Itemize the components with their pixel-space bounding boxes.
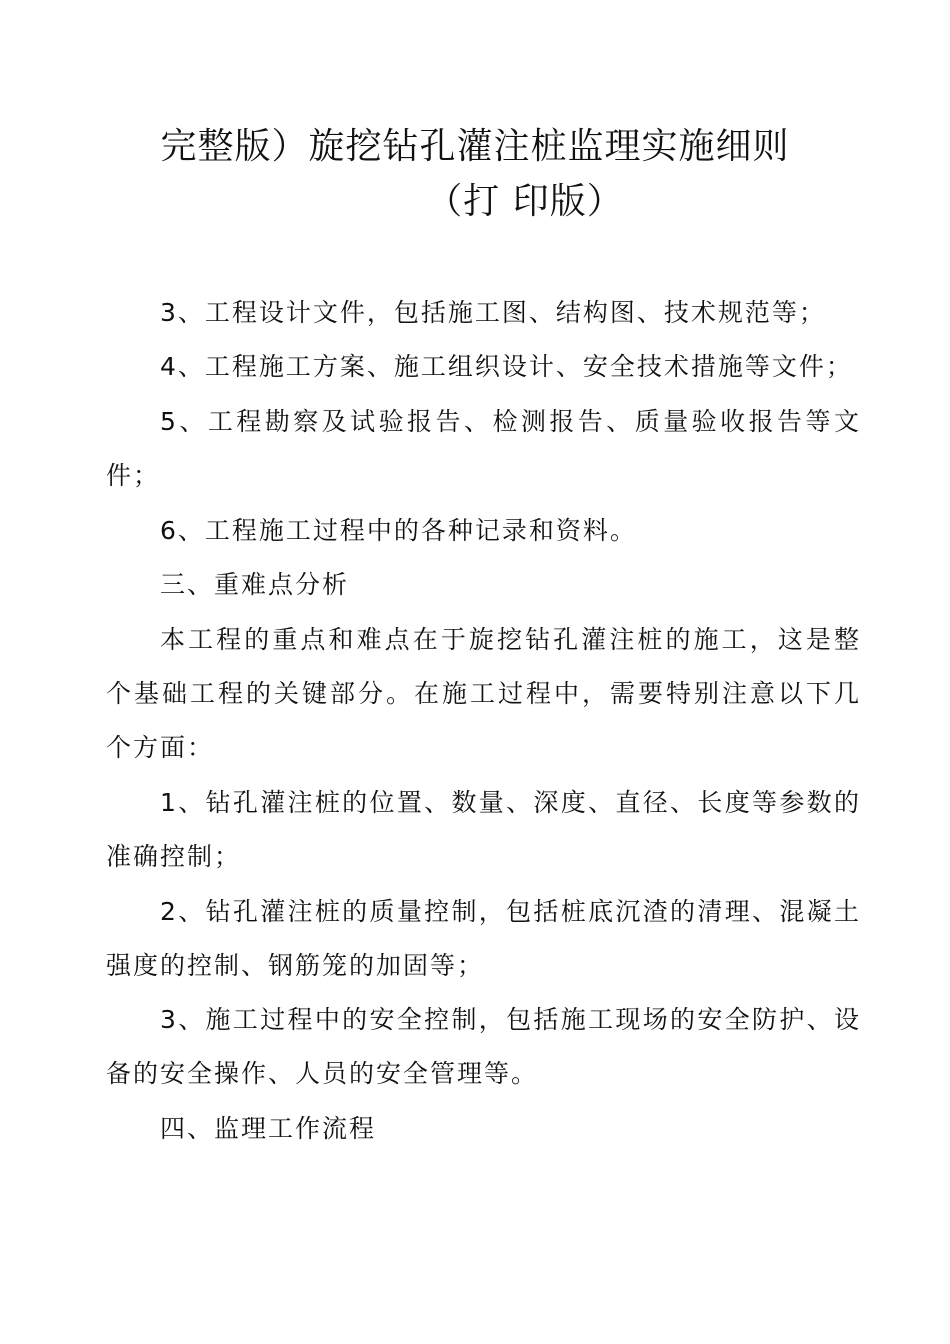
paragraph: 6、工程施工过程中的各种记录和资料。: [160, 516, 637, 545]
paragraph: 4、工程施工方案、施工组织设计、安全技术措施等文件；: [160, 352, 853, 381]
document-subtitle: （打 印版）: [426, 181, 624, 222]
paragraph: 本工程的重点和难点在于旋挖钻孔灌注桩的施工，这是整个基础工程的关键部分。在施工过程中，需要特别注意以下几个方面：: [106, 625, 861, 762]
list-item: 1、钻孔灌注桩的位置、数量、深度、直径、长度等参数的准确控制；: [106, 788, 861, 871]
list-item: 3、施工过程中的安全控制，包括施工现场的安全防护、设备的安全操作、人员的安全管理等。: [106, 1005, 861, 1088]
list-item: 2、钻孔灌注桩的质量控制，包括桩底沉渣的清理、混凝土强度的控制、钢筋笼的加固等；: [106, 897, 861, 980]
document-title: 完整版）旋挖钻孔灌注桩监理实施细则: [160, 126, 790, 167]
section-heading: 四、监理工作流程: [160, 1114, 377, 1143]
section-heading: 三、重难点分析: [160, 570, 350, 599]
paragraph: 3、工程设计文件，包括施工图、结构图、技术规范等；: [160, 298, 826, 327]
paragraph: 5、工程勘察及试验报告、检测报告、质量验收报告等文件；: [106, 407, 861, 490]
